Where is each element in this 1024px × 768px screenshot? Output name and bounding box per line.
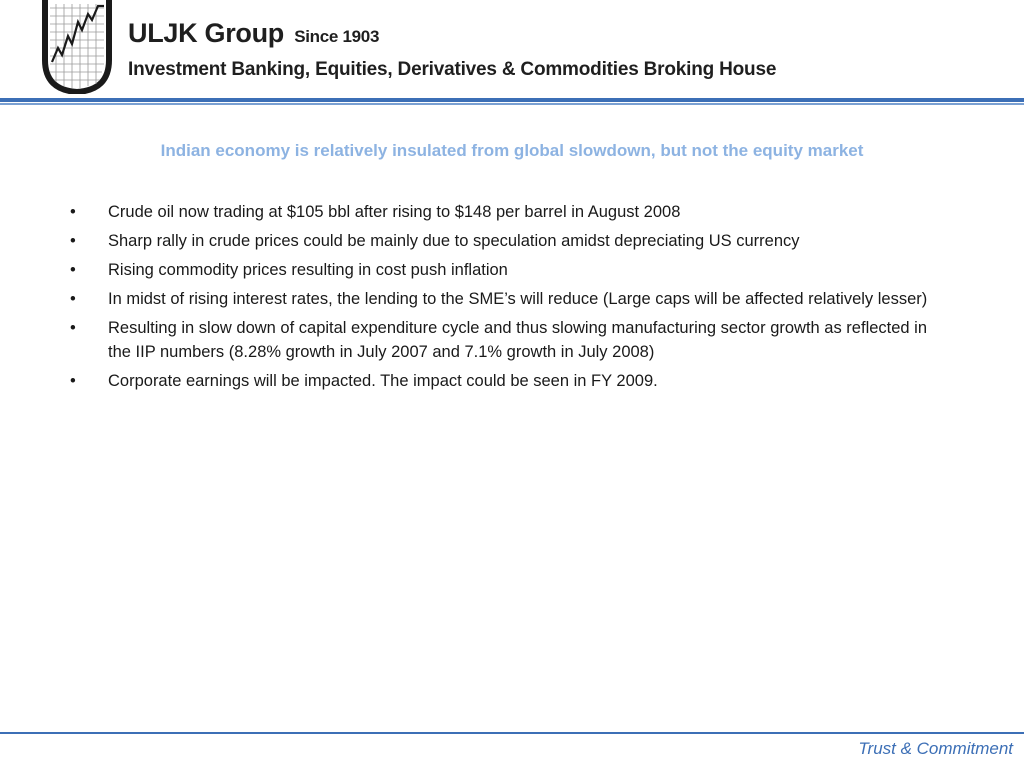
bullet-icon: • <box>70 319 76 337</box>
bullet-text: Corporate earnings will be impacted. The impact could be seen in FY 2009. <box>108 372 658 390</box>
bullet-text: Crude oil now trading at $105 bbl after rising to $148 per barrel in August 2008 <box>108 203 681 221</box>
bullet-text: Sharp rally in crude prices could be mainly due to speculation amidst depreciating US currency <box>108 232 800 250</box>
bullet-item <box>70 369 950 393</box>
slide-heading: Indian economy is relatively insulated from global slowdown, but not the equity market <box>160 141 864 160</box>
footer-motto: Trust & Commitment <box>858 739 1013 758</box>
bullet-item <box>70 287 950 311</box>
bullet-text: Rising commodity prices resulting in cost push inflation <box>108 261 508 279</box>
bullet-icon: • <box>70 372 76 390</box>
bullet-icon: • <box>70 203 76 221</box>
bullet-item <box>70 229 950 253</box>
bullet-list <box>70 200 950 398</box>
bullet-icon: • <box>70 261 76 279</box>
bullet-text: Resulting in slow down of capital expenditure cycle and thus slowing manufacturing sector growth as reflected in the IIP numbers (8.28% growth in July 2007 and 7.1% growth in July 2008) <box>108 319 928 361</box>
bullet-item <box>70 258 950 282</box>
bullet-item <box>70 316 950 364</box>
bullet-text: In midst of rising interest rates, the lending to the SME’s will reduce (Large caps will be affected relatively lesser) <box>108 290 928 308</box>
bullet-icon: • <box>70 290 76 308</box>
footer-divider <box>0 732 1024 734</box>
header-divider <box>0 98 1024 106</box>
brand-tagline: Investment Banking, Equities, Derivatives & Commodities Broking House <box>128 59 777 80</box>
bullet-icon: • <box>70 232 76 250</box>
brand-since: Since 1903 <box>294 27 380 46</box>
bullet-item <box>70 200 950 224</box>
brand-name: ULJK Group <box>128 18 284 48</box>
shield-chart-logo-icon <box>42 0 112 94</box>
brand-title <box>128 18 379 49</box>
